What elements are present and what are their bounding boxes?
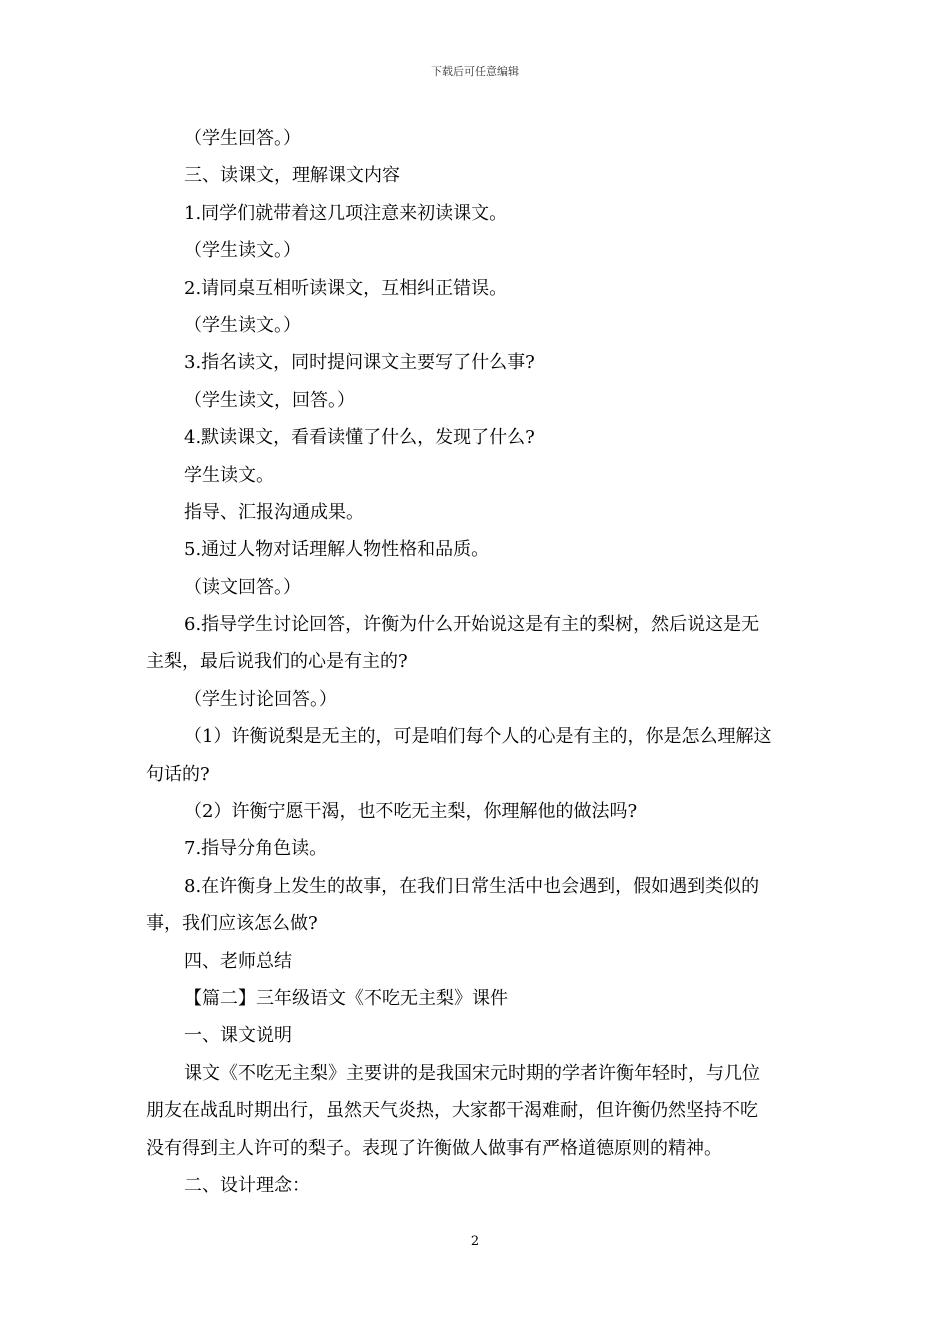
text-line bbox=[146, 1055, 810, 1092]
text-line bbox=[146, 232, 810, 269]
text-line bbox=[146, 382, 810, 419]
line-text: 4.默读课文，看看读懂了什么，发现了什么? bbox=[184, 427, 535, 449]
line-text: 二、设计理念： bbox=[184, 1174, 310, 1196]
line-text: 3.指名读文，同时提问课文主要写了什么事? bbox=[184, 352, 535, 374]
text-line bbox=[146, 868, 810, 905]
line-text: （读文回答。） bbox=[184, 576, 301, 598]
line-text: 7.指导分角色读。 bbox=[184, 838, 328, 860]
page-number: 2 bbox=[470, 1234, 480, 1249]
text-line bbox=[146, 793, 810, 830]
document-body bbox=[146, 120, 810, 1204]
line-text: 指导、汇报沟通成果。 bbox=[184, 501, 364, 523]
text-line bbox=[146, 756, 810, 793]
line-text: 5.通过人物对话理解人物性格和品质。 bbox=[184, 539, 490, 561]
line-text: 8.在许衡身上发生的故事，在我们日常生活中也会遇到，假如遇到类似的 bbox=[184, 875, 760, 897]
line-text: 没有得到主人许可的梨子。表现了许衡做人做事有严格道德原则的精神。 bbox=[146, 1137, 722, 1159]
text-line bbox=[146, 1167, 810, 1204]
text-line bbox=[146, 718, 810, 755]
text-line bbox=[146, 830, 810, 867]
text-line bbox=[146, 419, 810, 456]
line-text: 1.同学们就带着这几项注意来初读课文。 bbox=[184, 202, 508, 224]
line-text: 事，我们应该怎么做? bbox=[146, 913, 318, 935]
line-text: （学生讨论回答。） bbox=[184, 688, 337, 710]
page-header: 下载后可任意编辑 bbox=[431, 65, 519, 78]
line-text: 课文《不吃无主梨》主要讲的是我国宋元时期的学者许衡年轻时，与几位 bbox=[184, 1062, 760, 1084]
text-line bbox=[146, 157, 810, 194]
line-text: 朋友在战乱时期出行，虽然天气炎热，大家都干渴难耐，但许衡仍然坚持不吃 bbox=[146, 1100, 758, 1122]
line-text: 句话的? bbox=[146, 763, 210, 785]
text-line bbox=[146, 494, 810, 531]
text-line bbox=[146, 1017, 810, 1054]
text-line bbox=[146, 344, 810, 381]
text-line bbox=[146, 1130, 810, 1167]
line-text: （2）许衡宁愿干渴，也不吃无主梨，你理解他的做法吗? bbox=[184, 801, 638, 823]
text-line bbox=[146, 980, 810, 1017]
text-line bbox=[146, 270, 810, 307]
line-text: （学生读文。） bbox=[184, 314, 301, 336]
line-text: 一、课文说明 bbox=[184, 1025, 292, 1047]
text-line bbox=[146, 457, 810, 494]
line-text: （学生读文，回答。） bbox=[184, 389, 355, 411]
text-line bbox=[146, 905, 810, 942]
line-text: 【篇二】三年级语文《不吃无主梨》课件 bbox=[184, 987, 508, 1009]
text-line bbox=[146, 643, 810, 680]
text-line bbox=[146, 569, 810, 606]
line-text: 2.请同桌互相听读课文，互相纠正错误。 bbox=[184, 277, 508, 299]
text-line bbox=[146, 943, 810, 980]
line-text: 三、读课文，理解课文内容 bbox=[184, 165, 400, 187]
text-line bbox=[146, 307, 810, 344]
line-text: （1）许衡说梨是无主的，可是咱们每个人的心是有主的，你是怎么理解这 bbox=[184, 726, 772, 748]
text-line bbox=[146, 195, 810, 232]
line-text: 四、老师总结 bbox=[184, 950, 292, 972]
text-line bbox=[146, 531, 810, 568]
line-text: （学生回答。） bbox=[184, 128, 301, 149]
text-line bbox=[146, 120, 810, 157]
line-text: 主梨，最后说我们的心是有主的? bbox=[146, 651, 408, 673]
line-text: （学生读文。） bbox=[184, 240, 301, 262]
text-line bbox=[146, 681, 810, 718]
text-line bbox=[146, 1092, 810, 1129]
line-text: 学生读文。 bbox=[184, 464, 274, 486]
line-text: 6.指导学生讨论回答，许衡为什么开始说这是有主的梨树，然后说这是无 bbox=[184, 614, 760, 636]
text-line bbox=[146, 606, 810, 643]
